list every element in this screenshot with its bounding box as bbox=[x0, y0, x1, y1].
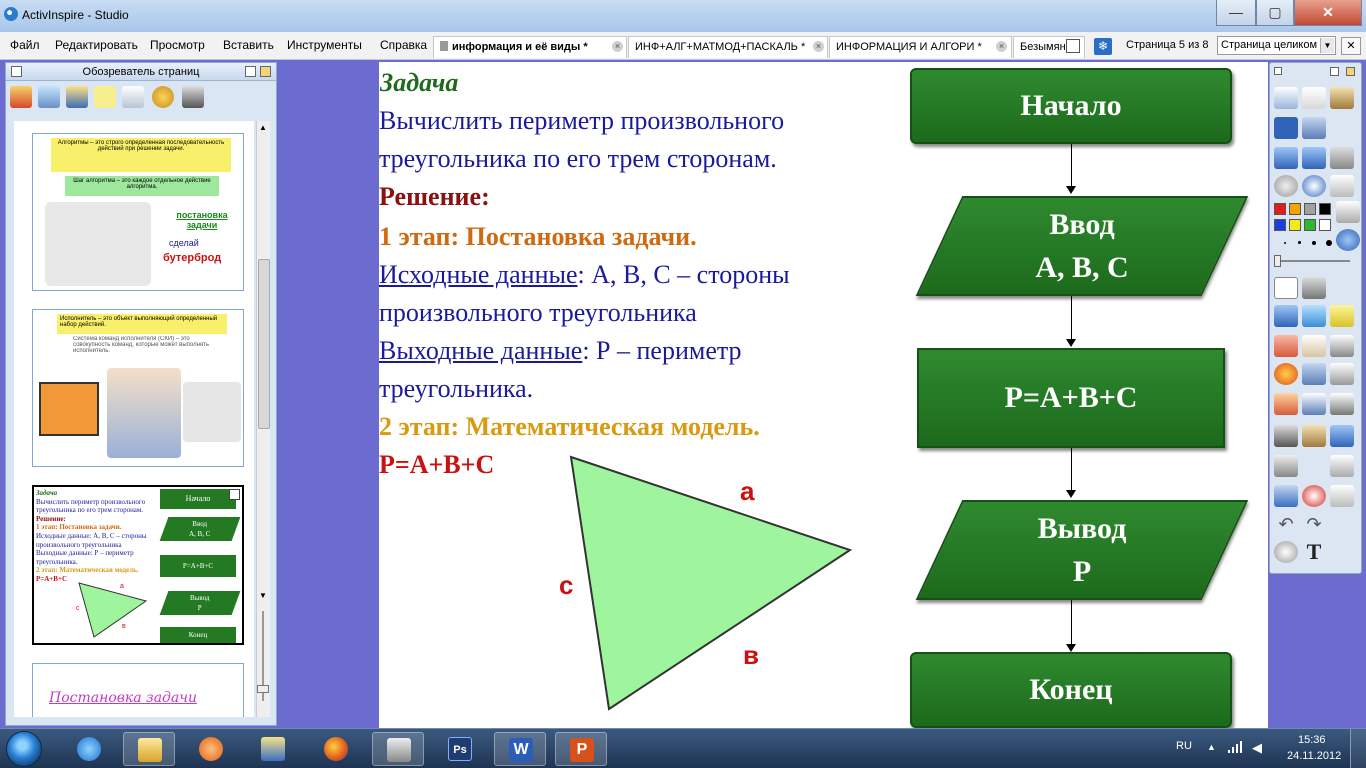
menu-help[interactable]: Справка bbox=[380, 38, 428, 52]
solution-heading: Решение: bbox=[379, 182, 490, 211]
flow-output-label: Вывод Р bbox=[1037, 511, 1127, 588]
start-button[interactable] bbox=[6, 731, 42, 767]
grip-icon bbox=[440, 41, 448, 51]
toolbox-close-icon[interactable] bbox=[1346, 67, 1355, 76]
thumb3-line-1: Вычислить периметр произвольного bbox=[36, 497, 146, 506]
design-mode-icon[interactable] bbox=[1302, 117, 1326, 139]
taskbar-activinspire[interactable] bbox=[247, 732, 299, 766]
color-swatch-yellow[interactable] bbox=[1289, 219, 1301, 231]
close-button[interactable]: ✕ bbox=[1294, 0, 1362, 26]
input-line-2: произвольного треугольника bbox=[379, 298, 697, 327]
sound-recorder-icon[interactable] bbox=[1274, 425, 1298, 447]
task-heading: Задача bbox=[380, 68, 459, 97]
thumb3-line-6: произвольного треугольника bbox=[36, 540, 122, 549]
flow-arrowhead-1 bbox=[1066, 186, 1076, 194]
pen-width-track bbox=[1280, 260, 1350, 262]
globe-icon[interactable] bbox=[1302, 175, 1326, 197]
language-indicator[interactable]: RU bbox=[1176, 740, 1192, 752]
flow-arrow-3 bbox=[1071, 448, 1072, 490]
object-browser-icon[interactable] bbox=[66, 86, 88, 108]
toolbox-menu-icon[interactable] bbox=[1274, 67, 1282, 75]
color-swatch-green[interactable] bbox=[1304, 219, 1316, 231]
menu-edit[interactable]: Редактировать bbox=[55, 38, 138, 52]
taskbar-photoshop[interactable] bbox=[434, 732, 486, 766]
highlighter-icon[interactable] bbox=[1302, 305, 1326, 327]
page-thumbnail-3[interactable] bbox=[32, 485, 244, 645]
tab-document-2-close-icon[interactable]: × bbox=[813, 41, 824, 52]
chevron-down-icon[interactable]: ▼ bbox=[1320, 38, 1334, 53]
circle-icon[interactable] bbox=[1274, 175, 1298, 197]
pen-width-handle[interactable] bbox=[1274, 255, 1281, 267]
menu-insert[interactable]: Вставить bbox=[223, 38, 274, 52]
thumb3-block-input bbox=[160, 517, 241, 541]
eraser-icon[interactable] bbox=[1274, 335, 1298, 357]
thumbnail-size-slider[interactable] bbox=[256, 603, 270, 713]
fill-icon[interactable] bbox=[1302, 335, 1326, 357]
clock-date[interactable]: 24.11.2012 bbox=[1287, 750, 1342, 762]
thumb3-line-3: Решение: bbox=[36, 514, 66, 523]
tab-document-1-label: информация и её виды * bbox=[452, 41, 588, 53]
insert-media-icon[interactable] bbox=[1274, 393, 1298, 415]
input-rest: : А, В, С – стороны bbox=[577, 260, 790, 289]
clip-art-icon[interactable] bbox=[1302, 425, 1326, 447]
thumb3-line-10: Р=А+В+С bbox=[36, 574, 68, 583]
panel-close-icon[interactable] bbox=[260, 66, 271, 77]
color-swatch-black[interactable] bbox=[1319, 203, 1331, 215]
upload-icon[interactable] bbox=[1330, 425, 1354, 447]
zoom-value: Страница целиком bbox=[1221, 39, 1318, 51]
thumb3-side-c: с bbox=[76, 605, 80, 612]
tab-document-3-close-icon[interactable]: × bbox=[996, 41, 1007, 52]
flow-arrow-2 bbox=[1071, 296, 1072, 340]
windows-taskbar bbox=[0, 728, 1366, 768]
toolbox-settings-icon[interactable] bbox=[1336, 201, 1360, 223]
thumb2-robot-image bbox=[183, 382, 241, 442]
insert-text-icon[interactable] bbox=[1302, 393, 1326, 415]
output-label: Выходные данные bbox=[379, 336, 583, 365]
thumb3-line-4: 1 этап: Постановка задачи. bbox=[36, 523, 122, 532]
color-swatch-grey[interactable] bbox=[1304, 203, 1316, 215]
thumb4-caption: Постановка задачи bbox=[49, 690, 197, 706]
menu-tools[interactable]: Инструменты bbox=[287, 38, 362, 52]
document-icon[interactable] bbox=[1330, 455, 1354, 477]
scroll-down-icon[interactable]: ▼ bbox=[259, 591, 267, 600]
redo-icon[interactable]: ↷ bbox=[1306, 514, 1322, 534]
flask-icon[interactable] bbox=[1274, 485, 1298, 507]
input-label: Исходные данные bbox=[379, 260, 578, 289]
pen-icon[interactable] bbox=[1274, 305, 1298, 327]
thumb2-photo bbox=[107, 368, 181, 458]
taskbar-word[interactable] bbox=[494, 732, 546, 766]
photoshop-icon: Ps bbox=[448, 737, 472, 761]
volume-icon[interactable]: ◀ bbox=[1252, 740, 1262, 755]
page-thumbnail-1[interactable] bbox=[32, 133, 244, 291]
maximize-button[interactable]: ▢ bbox=[1256, 0, 1294, 26]
thumb3-block-end: Конец bbox=[160, 627, 236, 643]
thumb1-caption3: бутерброд bbox=[163, 252, 222, 264]
scissors-icon[interactable] bbox=[1330, 363, 1354, 385]
side-a-label: а bbox=[740, 476, 755, 506]
color-swatch-white[interactable] bbox=[1319, 219, 1331, 231]
select-cursor-icon[interactable] bbox=[1274, 277, 1298, 299]
printer-icon[interactable] bbox=[1330, 335, 1354, 357]
thumb3-line-8: треугольника. bbox=[36, 557, 78, 566]
powerpoint-icon: P bbox=[570, 738, 594, 762]
stage1-heading: 1 этап: Постановка задачи. bbox=[379, 222, 697, 251]
thumb3-side-b: в bbox=[122, 623, 126, 630]
screen-recorder-icon[interactable] bbox=[1330, 393, 1354, 415]
flow-input-label: Ввод А, В, С bbox=[1035, 207, 1129, 284]
magnifier-icon[interactable] bbox=[1330, 175, 1354, 197]
thumb3-block-process: Р=А+В+С bbox=[160, 555, 236, 577]
pen-width-slider[interactable] bbox=[1274, 255, 1360, 267]
tab-document-3[interactable] bbox=[829, 36, 1012, 58]
close-doc-icon[interactable]: ✕ bbox=[1341, 37, 1361, 55]
thumb1-caption2: сделай bbox=[169, 238, 199, 248]
previous-page-icon[interactable] bbox=[1274, 147, 1298, 169]
shape-icon[interactable] bbox=[1274, 363, 1298, 385]
resource-browser-icon[interactable] bbox=[38, 86, 60, 108]
page-browser-title: Обозреватель страниц bbox=[82, 66, 200, 78]
taskbar-firefox[interactable] bbox=[310, 732, 362, 766]
thumb3-text bbox=[36, 489, 160, 584]
grid-icon[interactable] bbox=[1330, 485, 1354, 507]
tab-document-2-label: ИНФ+АЛГ+МАТМОД+ПАСКАЛЬ * bbox=[635, 41, 806, 53]
flow-arrow-4 bbox=[1071, 600, 1072, 646]
next-page-icon[interactable] bbox=[1302, 147, 1326, 169]
page-indicator: Страница 5 из 8 bbox=[1126, 39, 1209, 51]
text-tool-icon[interactable]: T bbox=[1306, 539, 1322, 564]
page-browser-panel bbox=[5, 62, 277, 726]
thumb3-line-2: треугольника по его трем сторонам. bbox=[36, 506, 144, 515]
thumb3-block-output bbox=[160, 591, 241, 615]
color-swatch-blue[interactable] bbox=[1274, 219, 1286, 231]
action-browser-icon[interactable] bbox=[152, 86, 174, 108]
camera-icon[interactable] bbox=[1330, 147, 1354, 169]
menu-view[interactable]: Просмотр bbox=[150, 38, 205, 52]
page-browser-header bbox=[6, 63, 276, 81]
thumb1-illustration bbox=[45, 202, 151, 286]
thumb3-line-0: Задача bbox=[36, 489, 58, 497]
tray-expand-icon[interactable]: ▲ bbox=[1207, 742, 1216, 752]
magic-ink-icon[interactable] bbox=[1330, 305, 1354, 327]
media-player-icon bbox=[199, 737, 223, 761]
snowflake-icon[interactable]: ❄ bbox=[1094, 38, 1112, 55]
reset-icon[interactable] bbox=[1302, 485, 1326, 507]
thumb3-line-5: Исходные данные: А, В, С – стороны bbox=[36, 531, 147, 540]
flow-arrowhead-2 bbox=[1066, 339, 1076, 347]
color-picker-icon[interactable] bbox=[1336, 229, 1360, 251]
connector-icon[interactable] bbox=[1302, 363, 1326, 385]
taskbar-file-manager[interactable] bbox=[123, 732, 175, 766]
clock-time[interactable]: 15:36 bbox=[1298, 734, 1326, 746]
taskbar-scanner[interactable] bbox=[372, 732, 424, 766]
side-b-label: в bbox=[743, 640, 759, 670]
undo-icon[interactable]: ↶ bbox=[1278, 514, 1294, 534]
thumb3-triangle bbox=[74, 579, 154, 641]
page-canvas[interactable] bbox=[379, 62, 1268, 728]
marquee-icon[interactable] bbox=[1274, 541, 1298, 563]
scroll-up-icon[interactable]: ▲ bbox=[259, 123, 267, 132]
flow-arrow-1 bbox=[1071, 144, 1072, 188]
handwriting-icon[interactable] bbox=[1274, 117, 1298, 139]
thumb3-block-output-label: Вывод Р bbox=[190, 594, 210, 612]
scroll-thumb[interactable] bbox=[258, 259, 270, 429]
flow-input-block[interactable] bbox=[939, 196, 1225, 296]
thumb3-line-9: 2 этап: Математическая модель. bbox=[36, 566, 139, 575]
thumb3-block-start: Начало bbox=[160, 489, 236, 509]
crossed-tools-icon[interactable] bbox=[1302, 277, 1326, 299]
page-icon[interactable] bbox=[1302, 87, 1326, 109]
window-title-bar bbox=[0, 0, 1366, 32]
minimize-button[interactable]: — bbox=[1216, 0, 1256, 26]
menu-file[interactable]: Файл bbox=[10, 38, 40, 52]
scanner-icon bbox=[387, 738, 411, 762]
color-swatch-red[interactable] bbox=[1274, 203, 1286, 215]
page-thumbnail-list bbox=[14, 121, 254, 717]
tab-document-2[interactable] bbox=[628, 36, 828, 58]
flow-arrowhead-4 bbox=[1066, 644, 1076, 652]
flow-end-block[interactable]: Конец bbox=[910, 652, 1232, 728]
flow-process-block[interactable]: Р=А+В+С bbox=[917, 348, 1225, 448]
task-line-2: треугольника по его трем сторонам. bbox=[379, 144, 777, 173]
triangle-shape[interactable] bbox=[564, 452, 854, 712]
thumb3-side-a: а bbox=[120, 583, 124, 590]
activinspire-icon bbox=[261, 737, 285, 761]
firefox-icon bbox=[324, 737, 348, 761]
thumb2-toolbox-image bbox=[39, 382, 99, 436]
input-line-1 bbox=[379, 260, 790, 290]
page-thumbnail-2[interactable] bbox=[32, 309, 244, 467]
window-title: ActivInspire - Studio bbox=[22, 8, 129, 22]
flow-arrowhead-3 bbox=[1066, 490, 1076, 498]
stage2-heading: 2 этап: Математическая модель. bbox=[379, 412, 760, 441]
voting-browser-icon[interactable] bbox=[182, 86, 204, 108]
browser-tool-row bbox=[6, 81, 276, 113]
profile-icon[interactable] bbox=[1330, 87, 1354, 109]
activinspire-app-icon bbox=[4, 7, 18, 21]
color-swatch-orange[interactable] bbox=[1289, 203, 1301, 215]
thumb1-definition: Алгоритмы – это строго определенная последовательность действий при решении задачи. bbox=[51, 138, 231, 172]
flow-output-block[interactable] bbox=[939, 500, 1225, 600]
thumb1-step: Шаг алгоритма – это каждое отдельное действие алгоритма. bbox=[65, 176, 219, 196]
main-toolbox bbox=[1269, 62, 1362, 574]
tab-document-4-label: Безымян bbox=[1020, 41, 1066, 53]
thumb3-line-7: Выходные данные: Р – периметр bbox=[36, 549, 134, 558]
taskbar-media-player[interactable] bbox=[185, 732, 237, 766]
panel-pin-icon[interactable] bbox=[245, 66, 256, 77]
word-icon: W bbox=[509, 738, 533, 762]
panel-menu-icon[interactable] bbox=[11, 66, 22, 77]
side-c-label: с bbox=[559, 570, 574, 600]
formula: Р=А+В+С bbox=[379, 450, 495, 479]
thumb1-caption: постановка задачи bbox=[176, 210, 228, 230]
page-list-icon[interactable] bbox=[1066, 39, 1080, 53]
taskbar-powerpoint[interactable] bbox=[555, 732, 607, 766]
pen-width-dots[interactable] bbox=[1284, 241, 1334, 245]
network-signal-icon[interactable] bbox=[1228, 741, 1244, 753]
main-menu-icon[interactable] bbox=[1274, 87, 1298, 109]
thumb3-menu-icon[interactable] bbox=[229, 489, 240, 500]
page-thumbnail-4[interactable] bbox=[32, 663, 244, 717]
thumb2-system: Система команд исполнителя (СКИ) – это совокупность команд, которые может выполнять исполнитель. bbox=[73, 336, 210, 354]
camera-snapshot-icon[interactable] bbox=[1274, 455, 1298, 477]
page-browser-tool-icon[interactable] bbox=[10, 86, 32, 108]
thumb2-definition: Исполнитель – это объект выполняющий определенный набор действий. bbox=[57, 314, 227, 334]
folder-icon bbox=[138, 738, 162, 762]
output-line-2: треугольника. bbox=[379, 374, 534, 403]
taskbar-internet-explorer[interactable] bbox=[63, 732, 115, 766]
zoom-select[interactable] bbox=[1217, 36, 1336, 55]
show-desktop-button[interactable] bbox=[1350, 729, 1366, 768]
notes-browser-icon[interactable] bbox=[94, 86, 116, 108]
tab-document-1[interactable] bbox=[433, 36, 627, 58]
property-browser-icon[interactable] bbox=[122, 86, 144, 108]
slider-handle[interactable] bbox=[257, 685, 269, 693]
task-line-1: Вычислить периметр произвольного bbox=[379, 106, 785, 135]
output-line-1 bbox=[379, 336, 742, 366]
thumb3-block-input-label: Ввод А, В, С bbox=[189, 520, 211, 538]
tab-document-1-close-icon[interactable]: × bbox=[612, 41, 623, 52]
output-rest: : Р – периметр bbox=[582, 336, 742, 365]
toolbox-pin-icon[interactable] bbox=[1330, 67, 1339, 76]
internet-explorer-icon bbox=[77, 737, 101, 761]
tab-document-3-label: ИНФОРМАЦИЯ И АЛГОРИ * bbox=[836, 41, 982, 53]
flow-start-block[interactable]: Начало bbox=[910, 68, 1232, 144]
